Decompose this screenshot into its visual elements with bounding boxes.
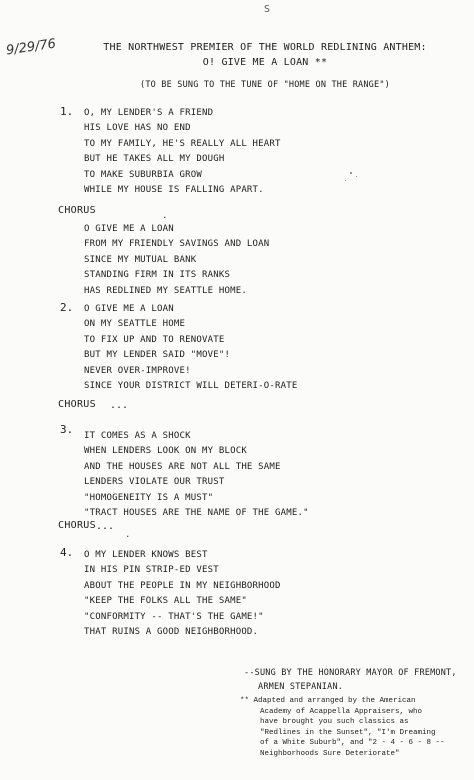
- footnote: [240, 696, 445, 759]
- footnote-line: ** Adapted and arranged by the American: [240, 697, 416, 705]
- verse-line: "TRACT HOUSES ARE THE NAME OF THE GAME.": [84, 507, 309, 518]
- song-title: [70, 40, 460, 70]
- verse-line: WHEN LENDERS LOOK ON MY BLOCK: [84, 446, 247, 457]
- verse-line: THAT RUINS A GOOD NEIGHBORHOOD.: [84, 626, 259, 637]
- verse-line: IN HIS PIN STRIP-ED VEST: [84, 565, 219, 576]
- verse-4: [84, 548, 281, 640]
- verse-line: SINCE YOUR DISTRICT WILL DETERI-O-RATE: [84, 380, 298, 391]
- verse-line: WHILE MY HOUSE IS FALLING APART.: [84, 184, 264, 195]
- footnote-line: have brought you such classics as: [260, 718, 409, 726]
- mark-tick: .: [125, 530, 131, 540]
- footnote-line: Academy of Acappella Appraisers, who: [260, 707, 423, 716]
- verse-line: TO FIX UP AND TO RENOVATE: [84, 334, 225, 345]
- verse-line: NEVER OVER-IMPROVE!: [84, 365, 191, 376]
- verse-line: HIS LOVE HAS NO END: [84, 123, 191, 134]
- verse-1-number: 1.: [60, 105, 74, 118]
- scan-speck: [356, 176, 357, 177]
- credit-line-1: --SUNG BY THE HONORARY MAYOR OF FREMONT,: [244, 668, 457, 678]
- chorus-line: O GIVE ME A LOAN: [84, 224, 174, 234]
- chorus-label: CHORUS: [58, 399, 96, 410]
- title-line-2: O! GIVE ME A LOAN **: [202, 57, 328, 68]
- chorus-dots: ...: [110, 400, 129, 411]
- chorus-line: FROM MY FRIENDLY SAVINGS AND LOAN: [84, 239, 270, 250]
- verse-line: TO MAKE SUBURBIA GROW: [84, 169, 202, 180]
- verse-line: BUT MY LENDER SAID "MOVE"!: [84, 350, 231, 361]
- tune-note: (TO BE SUNG TO THE TUNE OF "HOME ON THE RANGE"): [140, 80, 390, 90]
- verse-line: BUT HE TAKES ALL MY DOUGH: [84, 154, 225, 165]
- scan-speck: [350, 172, 352, 174]
- top-mark: S: [264, 4, 271, 15]
- verse-2-number: 2.: [60, 301, 74, 314]
- verse-line: O MY LENDER KNOWS BEST: [84, 550, 208, 560]
- credit-line-2: ARMEN STEPANIAN.: [258, 682, 344, 692]
- verse-2: [84, 302, 298, 394]
- verse-line: LENDERS VIOLATE OUR TRUST: [84, 477, 225, 488]
- footnote-line: of a White Suburb", and "2 - 4 - 6 - 8 --: [260, 739, 445, 747]
- chorus-label: CHORUS: [58, 205, 96, 216]
- verse-line: IT COMES AS A SHOCK: [84, 431, 191, 441]
- credit: [244, 666, 457, 694]
- verse-line: TO MY FAMILY, HE'S REALLY ALL HEART: [84, 138, 281, 149]
- handwritten-date: 9/29/76: [5, 36, 57, 59]
- chorus-line: SINCE MY MUTUAL BANK: [84, 254, 197, 265]
- verse-4-number: 4.: [60, 546, 74, 559]
- chorus-dots: ...: [96, 521, 115, 532]
- chorus-label: CHORUS: [58, 520, 96, 531]
- verse-line: "KEEP THE FOLKS ALL THE SAME": [84, 596, 247, 607]
- verse-line: AND THE HOUSES ARE NOT ALL THE SAME: [84, 461, 281, 472]
- verse-line: O, MY LENDER'S A FRIEND: [84, 108, 214, 118]
- verse-line: ON MY SEATTLE HOME: [84, 319, 186, 330]
- chorus: [84, 222, 269, 299]
- footnote-line: "Redlines in the Sunset", "I'm Dreaming: [260, 728, 436, 737]
- verse-line: "CONFORMITY -- THAT'S THE GAME!": [84, 611, 264, 622]
- verse-line: ABOUT THE PEOPLE IN MY NEIGHBORHOOD: [84, 580, 281, 591]
- chorus-line: HAS REDLINED MY SEATTLE HOME.: [84, 285, 247, 296]
- verse-3: [84, 429, 309, 521]
- verse-3-number: 3.: [60, 423, 74, 436]
- verse-line: "HOMOGENEITY IS A MUST": [84, 492, 214, 503]
- scan-speck: [345, 180, 346, 181]
- mark-tick: .: [162, 211, 168, 221]
- verse-line: O GIVE ME A LOAN: [84, 304, 174, 314]
- footnote-line: Neighborhoods Sure Deteriorate": [260, 749, 400, 758]
- title-line-1: THE NORTHWEST PREMIER OF THE WORLD REDLINING ANTHEM:: [103, 42, 427, 53]
- chorus-line: STANDING FIRM IN ITS RANKS: [84, 270, 231, 281]
- verse-1: [84, 106, 281, 198]
